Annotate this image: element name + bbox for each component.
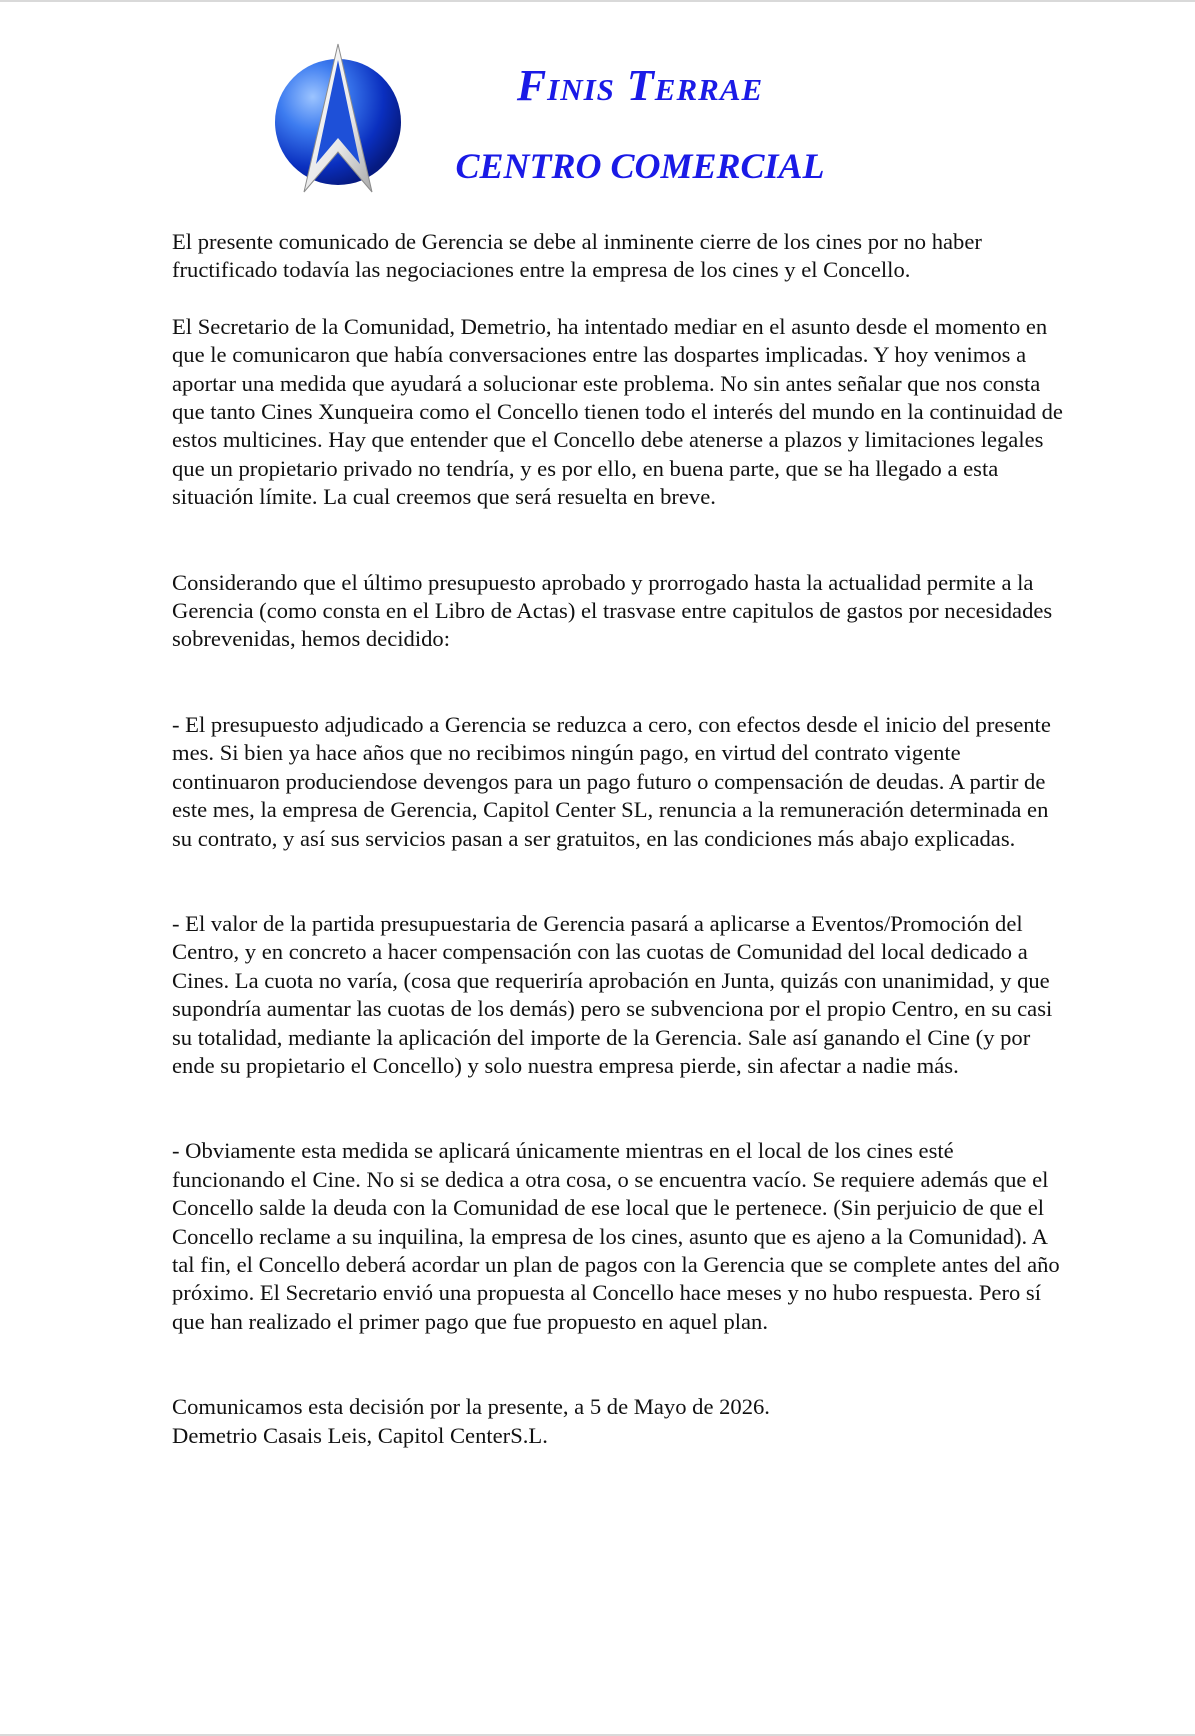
paragraph-budget-zero: - El presupuesto adjudicado a Gerencia se reduzca a cero, con efectos desde el inicio del presente mes. Si bien ya hace años que no recibimos ningún pago, en virtud del contrato vigente continuaron produciendose devengos para un pago futuro o compensación de deudas. A partir de este mes, la empresa de Gerencia, Capitol Center SL, renuncia a la remuneración determinada en su contrato, y así sus servicios pasan a ser gratuitos, en las condiciones más abajo explicadas. — [172, 711, 1051, 851]
closing-line-date: Comunicamos esta decisión por la presente, a 5 de Mayo de 2026. — [172, 1394, 770, 1420]
closing-line-signature: Demetrio Casais Leis, Capitol CenterS.L. — [172, 1422, 548, 1448]
finis-terrae-logo-icon — [268, 42, 408, 197]
page-top-edge — [0, 0, 1195, 2]
paragraph-secretary: El Secretario de la Comunidad, Demetrio, ha intentado mediar en el asunto desde el momento en que le comunicaron que había conversaciones entre las dospartes implicadas. Y hoy venimos a aportar una medida que ayudará a solucionar este problema. No sin antes señalar que nos consta que tanto Cines Xunqueira como el Concello tienen todo el interés del mundo en la continuidad de estos multicines. Hay que entender que el Concello debe atenerse a plazos y limitaciones legales que un propietario privado no tendría, y es por ello, en buena parte, que se ha llegado a esta situación límite. La cual creemos que será resuelta en breve. — [172, 313, 1063, 510]
brand-subtitle: CENTRO COMERCIAL — [455, 146, 825, 186]
paragraph-conditions: - Obviamente esta medida se aplicará únicamente mientras en el local de los cines esté funcionando el Cine. No si se dedica a otra cosa, o se encuentra vacío. Se requiere además que el Concello salde la deuda con la Comunidad de ese local que le pertenece. (Sin perjuicio de que el Concello reclame a su inquilina, la empresa de los cines, asunto que es ajeno a la Comunidad). A tal fin, el Concello deberá acordar un plan de pagos con la Gerencia que se complete antes del año próximo. El Secretario envió una propuesta al Concello hace meses y no hubo respuesta. Pero sí que han realizado el primer pago que fue propuesto en aquel plan. — [172, 1138, 1060, 1334]
communique-body — [172, 228, 1072, 1450]
paragraph-intro: El presente comunicado de Gerencia se debe al inminente cierre de los cines por no haber fructificado todavía las negociaciones entre la empresa de los cines y el Concello. — [172, 229, 982, 283]
paragraph-budget-considering: Considerando que el último presupuesto aprobado y prorrogado hasta la actualidad permite a la Gerencia (como consta en el Libro de Actas) el trasvase entre capitulos de gastos por necesidades sobrevenidas, hemos decidido: — [172, 569, 1053, 652]
brand-name: Finis Terrae — [516, 61, 764, 110]
paragraph-events-promotion: - El valor de la partida presupuestaria de Gerencia pasará a aplicarse a Eventos/Promoción del Centro, y en concreto a hacer compensación con las cuotas de Comunidad del local dedicado a Cines. La cuota no varía, (cosa que requeriría aprobación en Junta, quizás con unanimidad, y que supondría aumentar las cuotas de los demás) pero se subvenciona por el propio Centro, en su casi su totalidad, mediante la aplicación del importe de la Gerencia. Sale así ganando el Cine (y por ende su propietario el Concello) y solo nuestra empresa pierde, sin afectar a nadie más. — [172, 910, 1053, 1078]
